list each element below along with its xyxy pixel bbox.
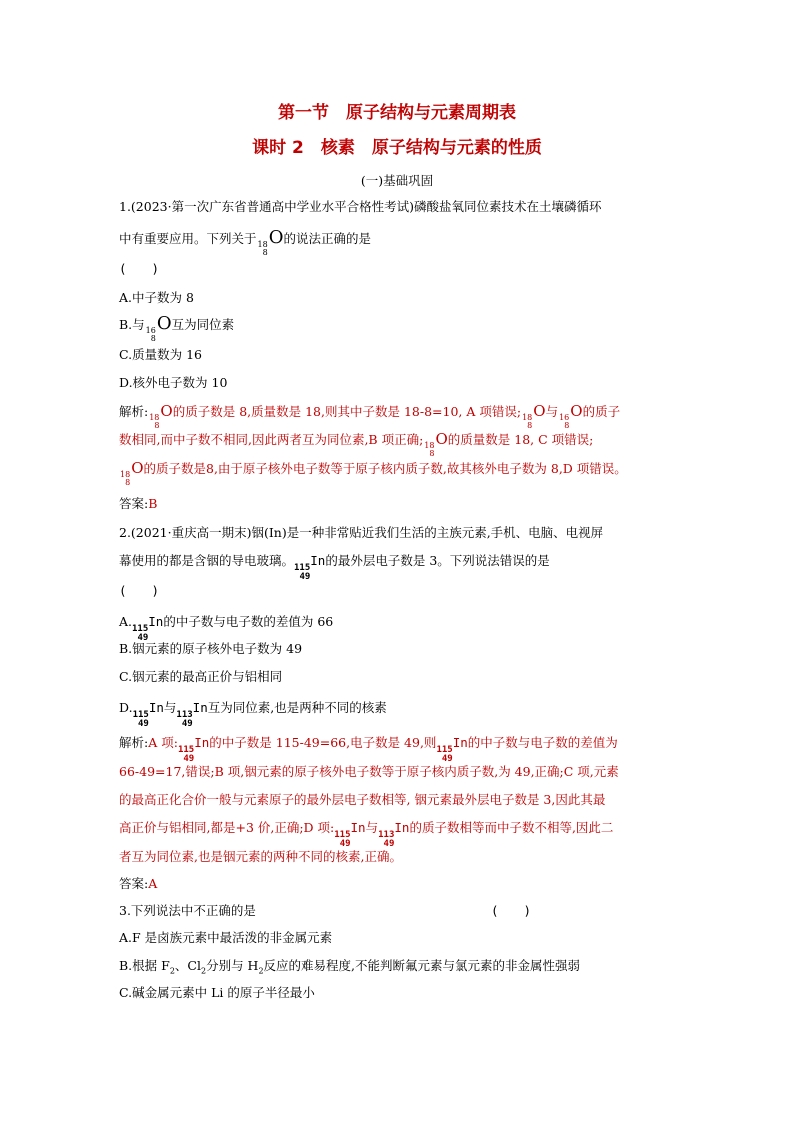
q3-answer-blank: ( ) — [491, 903, 532, 918]
q2-stem-line2: 幕使用的都是含铟的导电玻璃。 115 49 In的最外层电子数是 3。下列说法错误的是 — [119, 553, 550, 582]
q1-explanation-line3: 18 8 O的质子数是8,由于原子核外电子数等于原子核内质子数,故其核外电子数为 8,D 项错误。 — [120, 459, 627, 487]
lesson-title: 课时 2 核素 原子结构与元素的性质 — [252, 138, 542, 158]
q2-explanation-line4: 高正价与铝相同,都是+3 价,正确;D 项: 115 49 In与 113 49 In的质子数相等而中子数不相等,因此二 — [119, 820, 614, 849]
q3-option-c: C.碱金属元素中 Li 的原子半径最小 — [119, 985, 315, 1000]
q2-option-a: A. 115 49 In的中子数与电子数的差值为 66 — [119, 614, 334, 643]
q2-explanation-line3: 的最高正化合价一般与元素原子的最外层电子数相等, 铟元素最外层电子数是 3,因此其最 — [119, 792, 606, 807]
q3-option-b: B.根据 $F_2$、$Cl_2$分别与 $H_2$反应的难易程度,不能判断氟元素与氯元素的非金属性强弱 — [119, 958, 581, 976]
q1-answer: 答案:B — [119, 496, 158, 511]
q2-answer-blank: ( ) — [119, 583, 160, 598]
q1-stem-line1: 1.(2023·第一次广东省普通高中学业水平合格性考试)磷酸盐氧同位素技术在土壤磷循环 — [119, 199, 602, 214]
q2-explanation-line2: 66-49=17,错误;B 项,铟元素的原子核外电子数等于原子核内质子数,为 49,正确;C 项,元素 — [119, 764, 619, 779]
q1-option-a: A.中子数为 8 — [119, 290, 194, 305]
section-heading: (一)基础巩固 — [360, 173, 434, 188]
q1-option-c: C.质量数为 16 — [119, 347, 202, 362]
q1-stem-line2: 中有重要应用。下列关于 18 8 O的说法正确的是 — [119, 227, 371, 257]
q1-option-d: D.核外电子数为 10 — [119, 375, 228, 390]
q3-stem: 3.下列说法中不正确的是 — [119, 903, 256, 918]
q1-explanation-line1: 解析: 18 8 O的质子数是 8,质量数是 18,则其中子数是 18-8=10, A 项错误; 18 8 O与 16 8 O的质子 — [119, 402, 621, 430]
q2-option-b: B.铟元素的原子核外电子数为 49 — [119, 641, 303, 656]
q2-explanation-line5: 者互为同位素,也是铟元素的两种不同的核素,正确。 — [119, 849, 402, 864]
q2-explanation-line1: 解析:A 项: 115 49 In的中子数是 115-49=66,电子数是 49,则 115 49 In的中子数与电子数的差值为 — [119, 735, 618, 764]
q3-option-a: A.F 是卤族元素中最活泼的非金属元素 — [119, 930, 333, 945]
q1-answer-blank: ( ) — [119, 261, 160, 276]
q1-option-b: B.与 16 8 O互为同位素 — [119, 313, 235, 343]
q2-option-c: C.铟元素的最高正价与铝相同 — [119, 669, 283, 684]
q2-answer: 答案:A — [119, 876, 158, 891]
q2-option-d: D. 115 49 In与 113 49 In互为同位素,也是两种不同的核素 — [119, 700, 387, 729]
q1-explanation-line2: 数相同,而中子数不相同,因此两者互为同位素,B 项正确; 18 8 O的质量数是 18, C 项错误; — [119, 430, 594, 458]
chapter-title: 第一节 原子结构与元素周期表 — [278, 103, 516, 123]
q2-stem-line1: 2.(2021·重庆高一期末)铟(In)是一种非常贴近我们生活的主族元素,手机、电脑、电视屏 — [119, 525, 604, 540]
